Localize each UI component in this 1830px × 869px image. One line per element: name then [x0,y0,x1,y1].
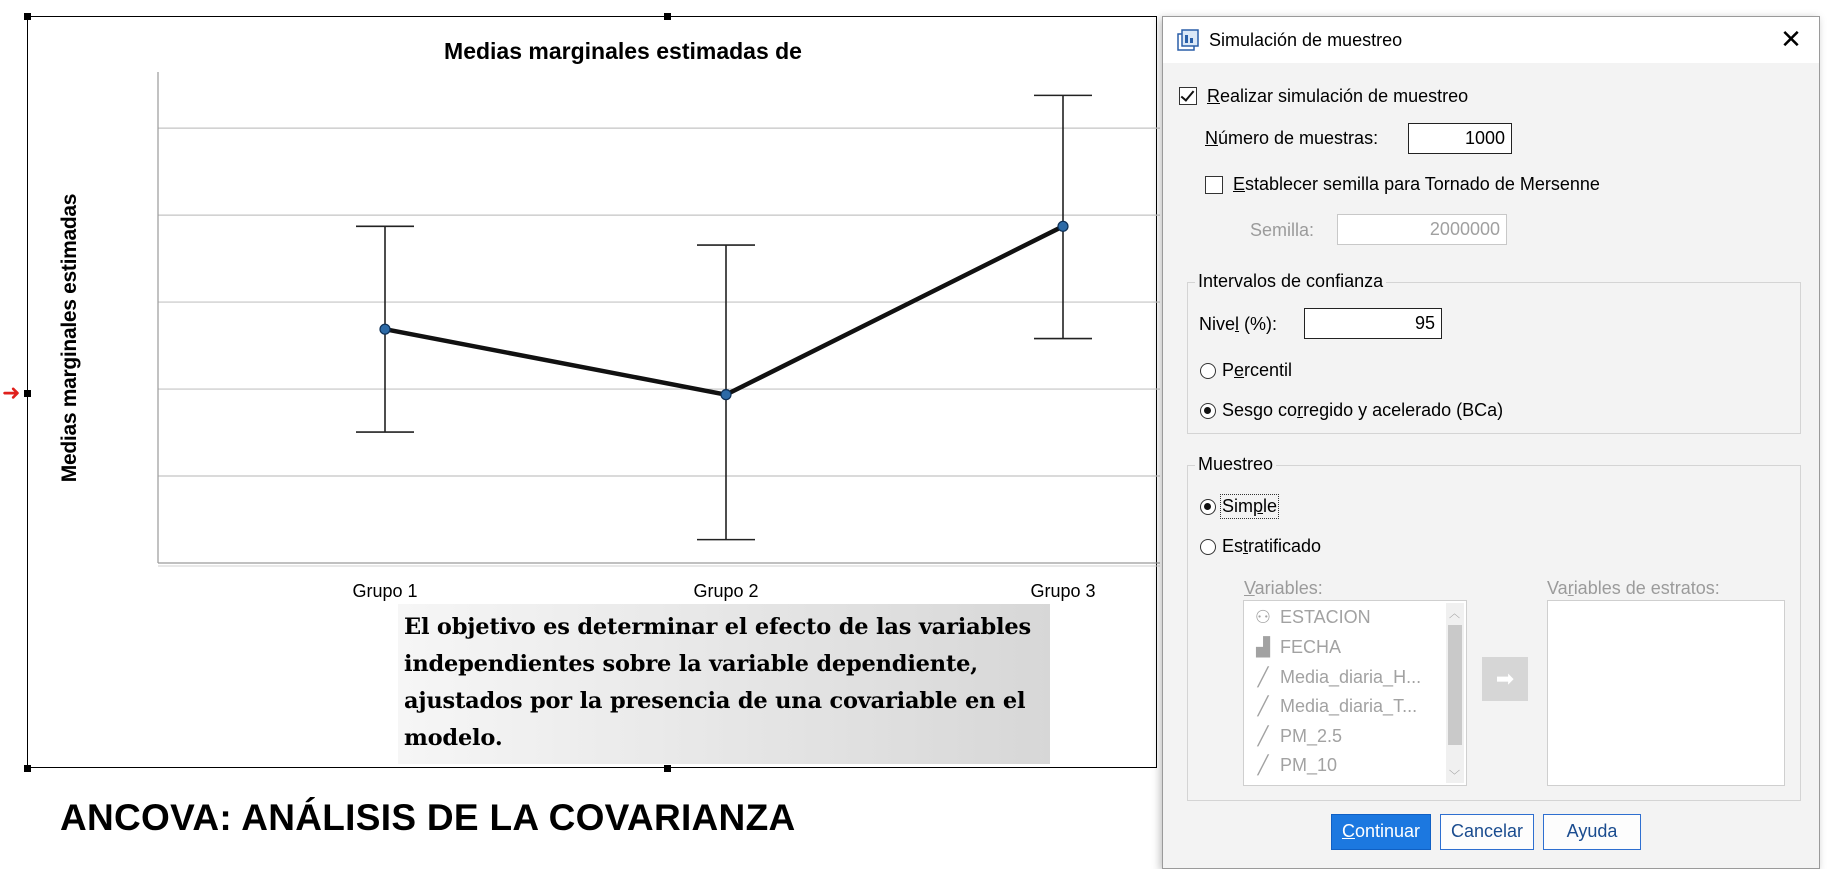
variables-scrollbar[interactable] [1446,603,1464,783]
x-tick-label: Grupo 3 [1030,581,1096,601]
establecer-semilla-checkbox[interactable] [1205,176,1223,194]
variables-label: Variables: [1244,578,1323,598]
chart-title: Medias marginales estimadas de [444,38,802,64]
percentil-label[interactable]: Percentil [1222,360,1293,380]
numero-muestras-label: Número de muestras: [1205,128,1379,148]
list-item[interactable]: ╱ Media_diaria_T... [1252,693,1417,719]
data-point [380,324,390,334]
establecer-semilla-label[interactable]: Establecer semilla para Tornado de Mersenne [1233,174,1600,194]
nivel-input[interactable]: 95 [1304,308,1442,339]
nivel-label: Nivel (%): [1199,314,1278,334]
semilla-input[interactable]: 2000000 [1337,214,1507,245]
data-point [1058,221,1068,231]
semilla-label: Semilla: [1250,220,1315,240]
intervalos-confianza-title: Intervalos de confianza [1195,271,1386,292]
realizar-simulacion-checkbox[interactable] [1179,87,1197,105]
nominal-icon: ⚇ [1254,607,1272,627]
scale-icon: ╱ [1257,726,1269,746]
bca-label[interactable]: Sesgo corregido y acelerado (BCa) [1222,400,1504,420]
ordinal-icon: ▟ [1256,637,1270,657]
move-arrow-button[interactable] [1482,657,1528,701]
explanation-note: El objetivo es determinar el efecto de las variables independientes sobre la variable dependiente, ajustados por la presencia de una covariable en el modelo. [398,604,1050,764]
variables-estratos-listbox[interactable] [1547,600,1785,786]
x-tick-label: Grupo 2 [693,581,759,601]
list-item[interactable]: ╱ PM_2.5 [1252,723,1342,749]
scroll-thumb[interactable] [1448,625,1462,745]
scale-icon: ╱ [1257,667,1269,687]
scale-icon: ╱ [1257,696,1269,716]
red-arrow-icon: ➜ [2,380,21,405]
variables-estratos-label: Variables de estratos: [1547,578,1720,598]
y-axis-label: Medias marginales estimadas [58,193,81,483]
dialog-title: Simulación de muestreo [1209,30,1403,50]
simple-radio[interactable] [1200,499,1216,515]
estratificado-label[interactable]: Estratificado [1222,536,1322,556]
estratificado-radio[interactable] [1200,539,1216,555]
title-bar[interactable] [1163,17,1819,63]
numero-muestras-input[interactable]: 1000 [1408,123,1512,154]
spss-app-icon [1177,29,1199,51]
list-item[interactable]: ╱ PM_10 [1252,752,1337,778]
list-item[interactable]: ▟ FECHA [1252,634,1341,660]
scroll-up-icon[interactable]: ︿ [1449,608,1460,620]
list-item[interactable]: ⚇ ESTACION [1252,604,1371,630]
scale-icon: ╱ [1257,755,1269,775]
continuar-button[interactable]: Continuar [1331,814,1431,850]
data-point [721,390,731,400]
page-heading: ANCOVA: ANÁLISIS DE LA COVARIANZA [60,797,796,838]
variables-listbox[interactable] [1243,600,1467,786]
simple-label[interactable]: Simple [1222,496,1278,516]
muestreo-title: Muestreo [1195,454,1276,475]
bca-radio[interactable] [1200,403,1216,419]
series-line [385,226,1063,394]
close-button[interactable]: ✕ [1780,24,1802,54]
percentil-radio[interactable] [1200,363,1216,379]
list-item[interactable]: ╱ Media_diaria_H... [1252,664,1421,690]
cancelar-button[interactable]: Cancelar [1440,814,1534,850]
sampling-simulation-dialog [1162,16,1820,869]
ayuda-button[interactable]: Ayuda [1543,814,1641,850]
arrow-right-icon: ➡ [1495,666,1515,691]
realizar-simulacion-label[interactable]: Realizar simulación de muestreo [1207,86,1469,106]
x-tick-label: Grupo 1 [352,581,418,601]
scroll-down-icon[interactable]: ﹀ [1449,770,1460,782]
